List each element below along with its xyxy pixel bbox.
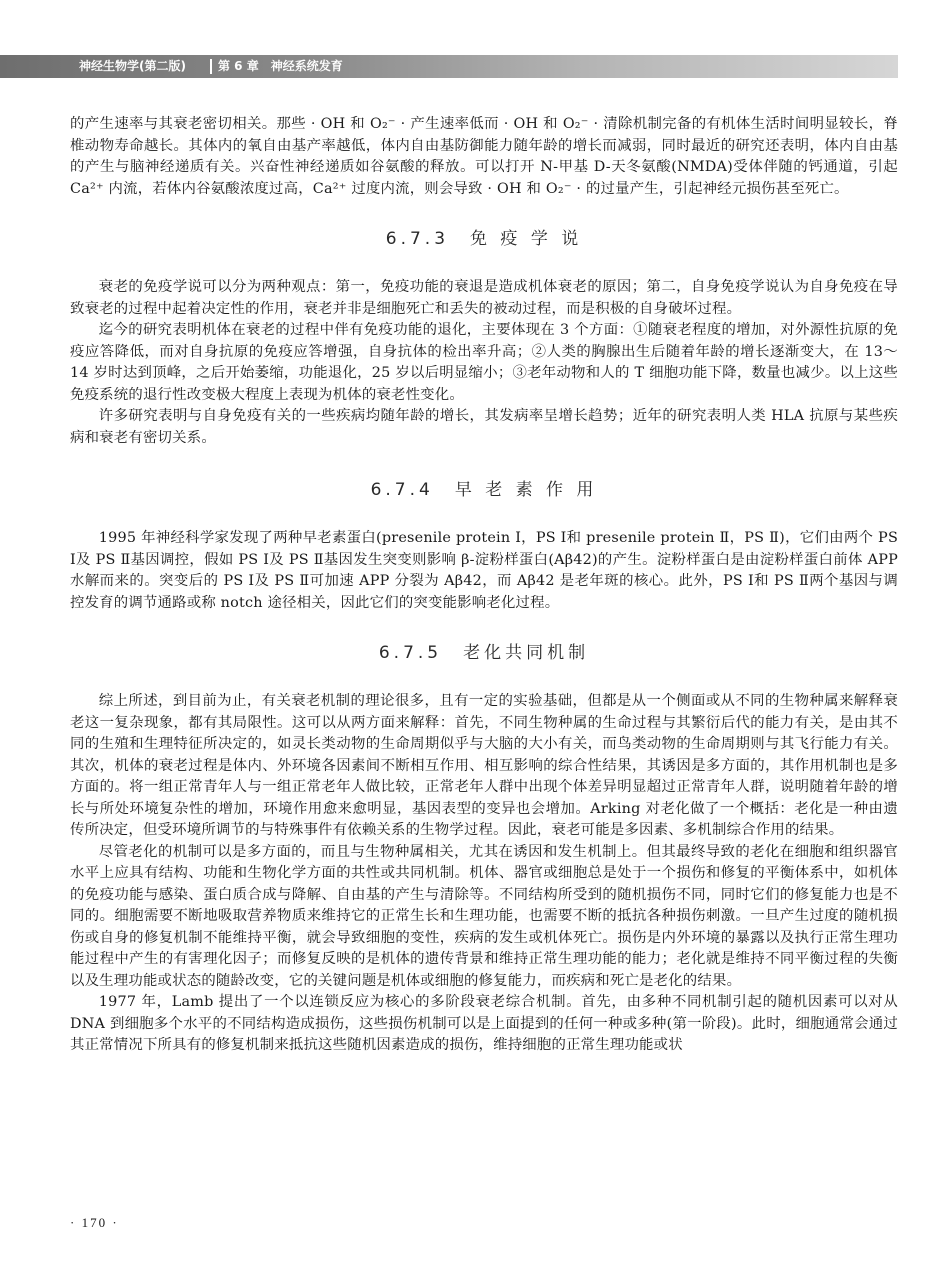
section-heading-6-7-4: 6.7.4 早 老 素 作 用 [370,480,598,500]
paragraph: 尽管老化的机制可以是多方面的，而且与生物种属相关，尤其在诱因和发生机制上。但其最终导致的老化在细胞和组织器官水平上应具有结构、功能和生物化学方面的共性或共同机制。机体、器官或细胞总是处于一个损伤和修复的平衡体系中，如机体的免疫功能与感染、蛋白质合成与降解、自由基的产生与清除等。不同结构所受到的随机损伤不同，同时它们的修复能力也是不同的。细胞需要不断地吸取营养物质来维持它的正常生长和生理功能，也需要不断的抵抗各种损伤刺激。一旦产生过度的随机损伤或自身的修复机制不能维持平衡，就会导致细胞的变性，疾病的发生或机体死亡。损伤是内外环境的暴露以及执行正常生理功能过程中产生的有害理化因子；而修复反映的是机体的遗传背景和维持正常生理功能的能力；老化就是维持不同平衡过程的失衡以及生理功能或状态的随龄改变，它的关键问题是机体或细胞的修复能力，而疾病和死亡是老化的结果。 [70,843,898,989]
section-heading-6-7-5: 6.7.5 老化共同机制 [378,643,590,663]
page-number: · 170 · [70,1215,119,1230]
paragraph: 1995 年神经科学家发现了两种早老素蛋白(presenile protein Ⅰ，PS Ⅰ和 presenile protein Ⅱ，PS Ⅱ)，它们由两个 PS Ⅰ及 PS Ⅱ基因调控，假如 PS Ⅰ及 PS Ⅱ基因发生突变则影响 β-淀粉样蛋白(Aβ42)的产生。淀粉样蛋白是由淀粉样蛋白前体 APP 水解而来的。突变后的 PS Ⅰ及 PS Ⅱ可加速 APP 分裂为 Aβ42，而 Aβ42 是老年斑的核心。此外，PS Ⅰ和 PS Ⅱ两个基因与调控发育的调节通路或称 notch 途径相关，因此它们的突变能影响老化过程。 [70,530,898,611]
page-body [70,114,898,1057]
paragraph: 综上所述，到目前为止，有关衰老机制的理论很多，且有一定的实验基础，但都是从一个侧面或从不同的生物种属来解释衰老这一复杂现象，都有其局限性。这可以从两方面来解释：首先，不同生物种属的生命过程与其繁衍后代的能力有关，是由其不同的生殖和生理特征所决定的，如灵长类动物的生命周期似乎与大脑的大小有关，而鸟类动物的生命周期则与其飞行能力有关。其次，机体的衰老过程是体内、外环境各因素间不断相互作用、相互影响的综合性结果，其诱因是多方面的，其作用机制也是多方面的。将一组正常青年人与一组正常老年人做比较，正常老年人群中出现个体差异明显超过正常青年人群，说明随着年龄的增长与所处环境复杂性的增加，环境作用愈来愈明显，基因表型的变异也会增加。Arking 对老化做了一个概括：老化是一种由遗传所决定，但受环境所调节的与特殊事件有依赖关系的生物学过程。因此，衰老可能是多因素、多机制综合作用的结果。 [70,693,898,838]
chapter-title: 第 6 章 神经系统发育 [218,59,343,73]
paragraph: 许多研究表明与自身免疫有关的一些疾病均随年龄的增长，其发病率呈增长趋势；近年的研究表明人类 HLA 抗原与某些疾病和衰老有密切关系。 [70,408,898,446]
paragraph: 衰老的免疫学说可以分为两种观点：第一，免疫功能的衰退是造成机体衰老的原因；第二，自身免疫学说认为自身免疫在导致衰老的过程中起着决定性的作用，衰老并非是细胞死亡和丢失的被动过程，而是积极的自身破坏过程。 [70,279,898,317]
section-heading-6-7-3: 6.7.3 免 疫 学 说 [385,229,583,249]
paragraph: 1977 年，Lamb 提出了一个以连锁反应为核心的多阶段衰老综合机制。首先，由多种不同机制引起的随机因素可以对从 DNA 到细胞多个水平的不同结构造成损伤，这些损伤机制可以是上面提到的任何一种或多种(第一阶段)。此时，细胞通常会通过其正常情况下所具有的修复机制来抵抗这些随机因素造成的损伤，维持细胞的正常生理功能或状 [70,994,898,1053]
paragraph: 迄今的研究表明机体在衰老的过程中伴有免疫功能的退化，主要体现在 3 个方面：①随衰老程度的增加，对外源性抗原的免疫应答降低，而对自身抗原的免疫应答增强，自身抗体的检出率升高；②人类的胸腺出生后随着年龄的增长逐渐变大，在 13～14 岁时达到顶峰，之后开始萎缩，功能退化，25 岁以后明显缩小；③老年动物和人的 T 细胞功能下降，数量也减少。以上这些免疫系统的退行性改变极大程度上表现为机体的衰老性变化。 [70,322,898,403]
header-divider [210,59,212,74]
intro-paragraph: 的产生速率与其衰老密切相关。那些 · OH 和 O₂⁻ · 产生速率低而 · OH 和 O₂⁻ · 清除机制完备的有机体生活时间明显较长，脊椎动物寿命越长。其体内的氧自由基产率越低，体内自由基防御能力随年龄的增长而减弱，同时最近的研究还表明，体内自由基的产生与脑神经递质有关。兴奋性神经递质如谷氨酸的释放。可以打开 N-甲基 D-天冬氨酸(NMDA)受体伴随的钙通道，引起 Ca²⁺ 内流，若体内谷氨酸浓度过高，Ca²⁺ 过度内流，则会导致 · OH 和 O₂⁻ · 的过量产生，引起神经元损伤甚至死亡。 [70,116,898,197]
running-header [0,55,898,78]
book-title: 神经生物学(第二版) [79,59,186,73]
